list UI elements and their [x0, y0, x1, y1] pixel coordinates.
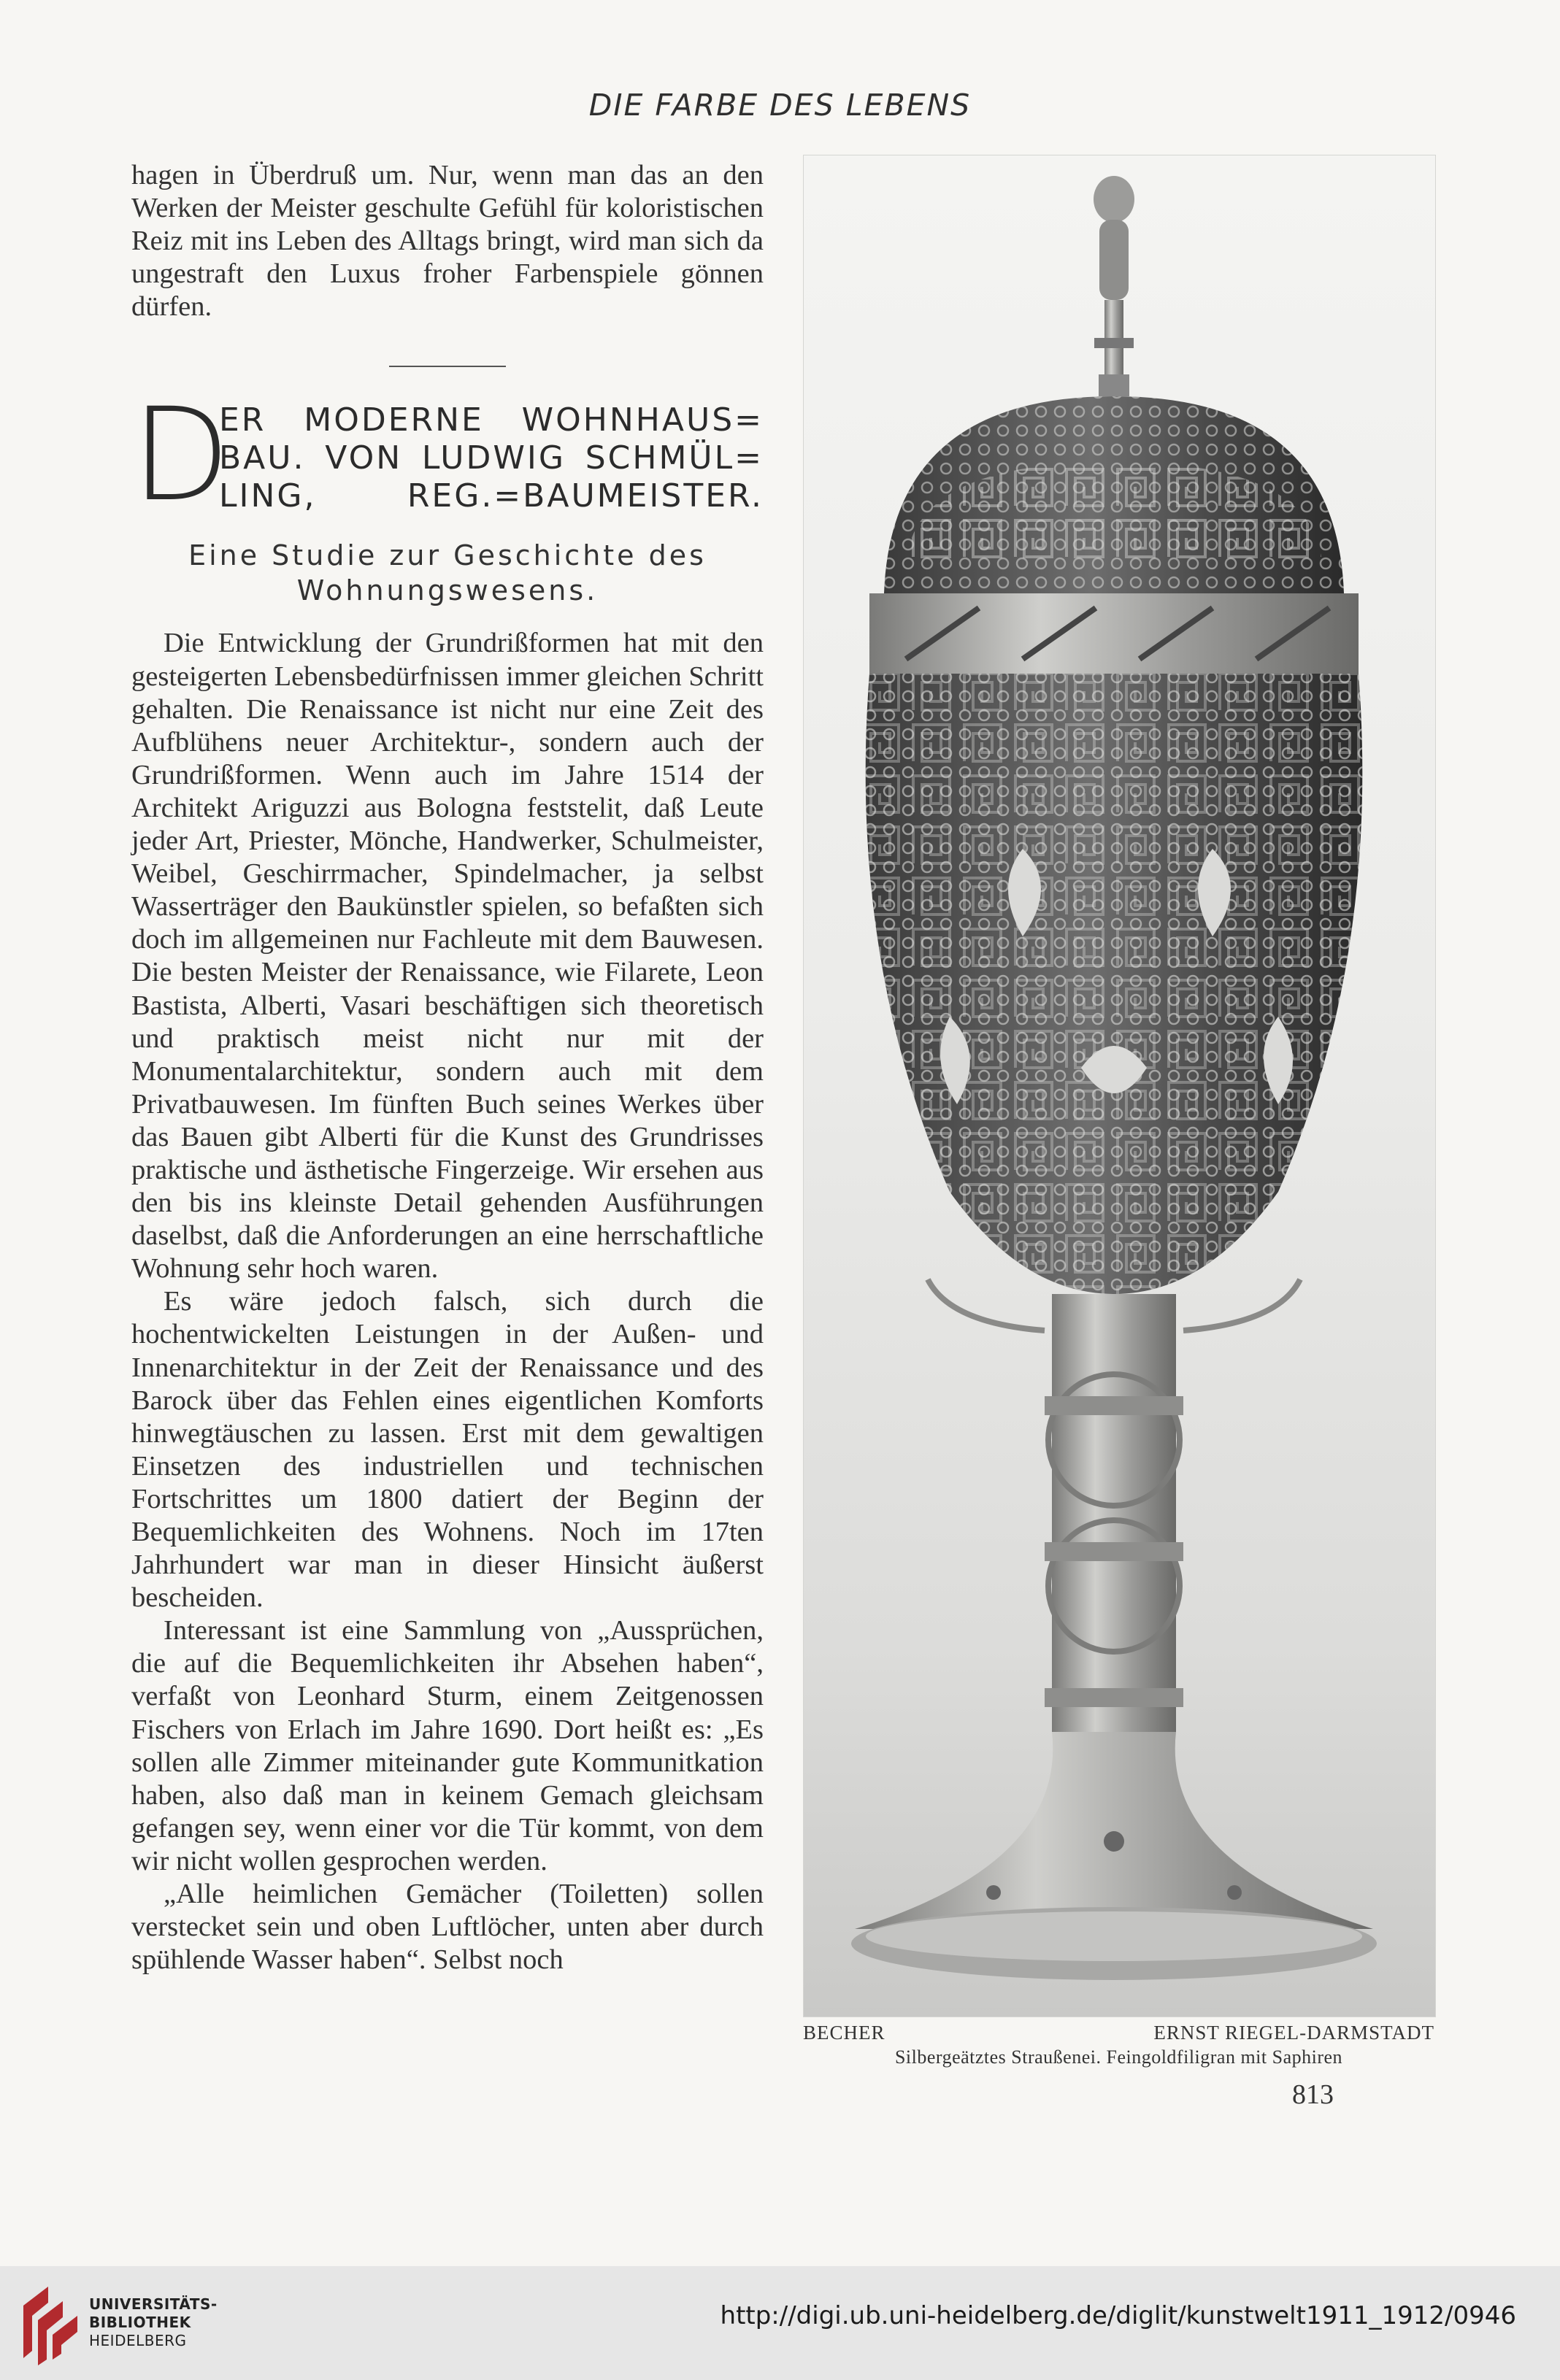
- intro-paragraph: hagen in Überdruß um. Nur, wenn man das an den Werken der Meister geschulte Gefühl für koloristischen Reiz mit ins Leben des Alltags bringt, wird man sich da ungestraft den Luxus froher Farbenspiele gönnen dürfen.: [131, 160, 764, 323]
- body-paragraph: Die Entwicklung der Grundrißformen hat mit den gesteigerten Lebensbedürfnissen immer gleichen Schritt gehalten. Die Renaissance ist nicht nur eine Zeit des Aufblühens neuer Architektur-, sondern auch der Grundrißformen. Wenn auch im Jahre 1514 der Architekt Ariguzzi aus Bologna feststelit, daß Leute jeder Art, Priester, Mönche, Handwerker, Schulmeister, Weibel, Geschirrmacher, Spindelmacher, ja selbst Wasserträger den Baukünstler spielen, so befaßten sich doch im allgemeinen nur Fachleute mit dem Bauwesen. Die besten Meister der Renaissance, wie Filarete, Leon Bastista, Alberti, Vasari beschäftigen sich theoretisch und praktisch meist nicht nur mit der Monumentalarchitektur, sondern auch mit dem Privatbauwesen. Im fünften Buch seines Werkes über das Bauen gibt Alberti für die Kunst des Grundrisses praktische und ästhetische Fingerzeige. Wir ersehen aus den bis ins kleinste Detail gehenden Ausführungen daselbst, daß die Anforderungen an eine herrschaftliche Wohnung sehr hoch waren.: [131, 628, 764, 1285]
- goblet-illustration: [804, 155, 1435, 2017]
- article-heading: [131, 380, 764, 531]
- title-line-3: LING, REG.=BAUMEISTER.: [219, 477, 764, 515]
- goblet-photograph: [803, 155, 1436, 2017]
- library-name: [89, 2295, 218, 2350]
- caption-object: BECHER: [803, 2022, 885, 2044]
- text-column: [131, 159, 764, 1976]
- body-paragraph: „Alle heimlichen Gemächer (Toiletten) sollen verstecket sein und oben Luftlöcher, unten aber durch spühlende Wasser haben“. Selbst noch: [131, 1879, 764, 1976]
- drop-cap: D: [131, 380, 231, 531]
- caption-description: Silbergeätztes Straußenei. Feingoldfiligran mit Saphiren: [894, 2046, 1343, 2068]
- page-number: 813: [1292, 2079, 1334, 2110]
- library-name-line: HEIDELBERG: [89, 2332, 187, 2349]
- library-logo-icon: [16, 2281, 80, 2365]
- caption-artist: ERNST RIEGEL-DARMSTADT: [1153, 2022, 1434, 2044]
- source-url-link[interactable]: http://digi.ub.uni-heidelberg.de/diglit/kunstwelt1911_1912/0946: [720, 2301, 1516, 2330]
- title-line-1: ER MODERNE WOHNHAUS=: [219, 401, 764, 439]
- title-line-2: BAU. VON LUDWIG SCHMÜL=: [219, 439, 764, 477]
- library-name-line: BIBLIOTHEK: [89, 2314, 191, 2331]
- library-name-line: UNIVERSITÄTS-: [89, 2295, 218, 2313]
- body-paragraph: Interessant ist eine Sammlung von „Aussprüchen, die auf die Bequemlichkeiten ihr Absehen haben“, verfaßt von Leonhard Sturm, einem Zeitgenossen Fischers von Erlach im Jahre 1690. Dort heißt es: „Es sollen alle Zimmer miteinander gute Kommunitkation haben, also daß man in keinem Gemach gleichsam gefangen sey, wenn einer vor die Tür kommt, von dem wir nicht wollen gesprochen werden.: [131, 1615, 764, 1876]
- section-divider: [389, 366, 506, 367]
- article-subtitle: Eine Studie zur Geschichte des Wohnungswesens.: [188, 539, 707, 607]
- body-paragraph: Es wäre jedoch falsch, sich durch die hochentwickelten Leistungen in der Außen- und Innenarchitektur in der Zeit der Renaissance und des Barock über das Fehlen eines eigentlichen Komforts hinwegtäuschen zu lassen. Erst mit dem gewaltigen Einsetzen des industriellen und technischen Fortschrittes um 1800 datiert der Beginn der Bequemlichkeiten des Wohnens. Noch im 17ten Jahrhundert war man in dieser Hinsicht äußerst bescheiden.: [131, 1286, 764, 1614]
- running-head: DIE FARBE DES LEBENS: [588, 88, 972, 123]
- library-footer: [0, 2266, 1560, 2380]
